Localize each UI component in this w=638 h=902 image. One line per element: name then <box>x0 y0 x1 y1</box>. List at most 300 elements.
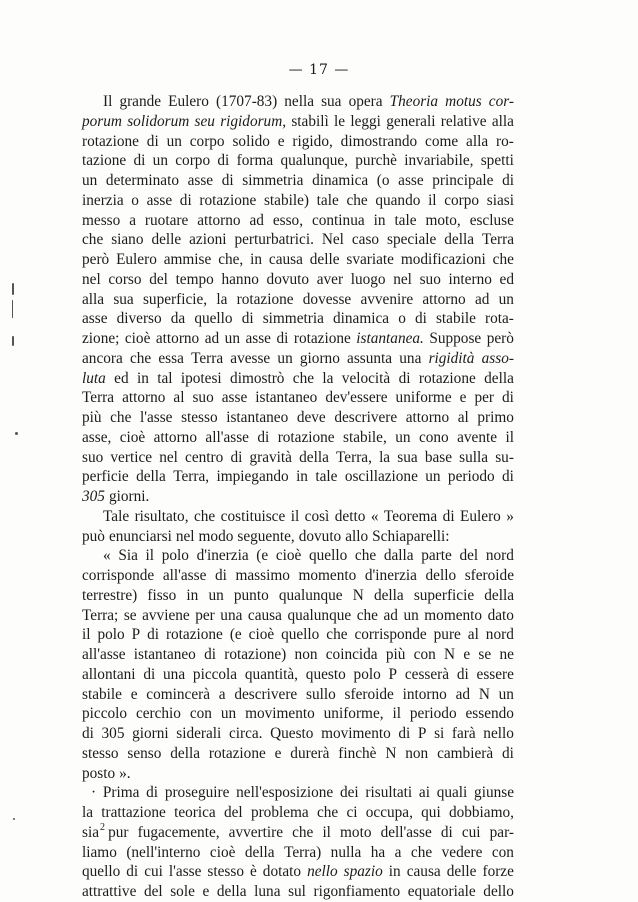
word: rotazione <box>277 428 335 446</box>
word: un <box>220 705 237 723</box>
word: punto <box>233 586 269 604</box>
word: qualunque <box>278 586 343 604</box>
text-line <box>82 527 514 547</box>
word: della <box>136 468 166 486</box>
word: e <box>202 883 210 900</box>
text-line <box>82 349 514 369</box>
word: ruotare <box>144 211 189 229</box>
word: ai <box>418 784 430 802</box>
word: Eulero <box>116 251 157 268</box>
word: rigidità <box>428 349 475 367</box>
word: cerchio <box>135 705 181 723</box>
word: il <box>392 705 401 723</box>
text-line <box>82 783 514 803</box>
word: modo <box>198 527 234 545</box>
word: trattazione <box>101 804 166 821</box>
word: coincida <box>325 646 378 663</box>
word: · <box>91 784 97 802</box>
word: sferoide <box>464 567 514 584</box>
word: equatoriale <box>407 883 476 900</box>
word: tazione <box>82 152 127 170</box>
word: oscillazione <box>344 468 418 486</box>
text-line <box>82 487 514 507</box>
text-line <box>82 151 514 171</box>
word: questo <box>305 665 346 683</box>
word: di <box>398 725 411 742</box>
word: di <box>126 863 139 881</box>
text-line <box>82 290 514 310</box>
word: allontani <box>82 665 136 683</box>
text-line <box>82 843 514 863</box>
word: seguente, <box>237 527 295 545</box>
word: asse <box>245 330 271 347</box>
word: qualunque <box>287 606 352 624</box>
word: stabile <box>435 310 476 328</box>
word: ad <box>204 330 220 347</box>
word: solidorum <box>127 112 190 130</box>
word: relative <box>440 112 487 130</box>
word: quello <box>82 863 121 881</box>
word: impiegando <box>216 468 289 486</box>
word: una <box>220 606 243 624</box>
word: occupa, <box>365 804 413 821</box>
text-line <box>82 408 514 428</box>
word: nello <box>483 725 514 742</box>
word: quello <box>309 547 348 565</box>
word: centro <box>185 448 224 466</box>
word: comincerà <box>146 685 210 703</box>
word: risultati <box>365 784 413 802</box>
word: porum <box>82 112 122 130</box>
word: sia <box>82 823 99 841</box>
word: moto <box>340 823 372 841</box>
word: vertice <box>110 448 153 466</box>
word: Questo <box>270 725 314 742</box>
text-line <box>82 764 514 784</box>
word: stabilì <box>291 112 329 130</box>
page-number: — 17 — <box>288 62 350 78</box>
word: cui <box>144 863 163 881</box>
text-line <box>82 665 514 685</box>
scan-speck <box>12 283 14 295</box>
word: rotazione) <box>224 646 287 663</box>
word: cui <box>461 823 481 841</box>
text-line <box>82 625 514 645</box>
word: stesso <box>82 744 119 762</box>
word: una <box>399 349 422 367</box>
word: dobbiamo, <box>448 804 514 821</box>
word: determinato <box>105 172 179 189</box>
word: di <box>133 152 146 170</box>
word: del <box>459 547 479 565</box>
word: aver <box>316 270 344 288</box>
word: purchè <box>355 152 397 170</box>
word: sole <box>170 883 195 900</box>
word: al <box>457 409 469 426</box>
word: che <box>316 804 339 821</box>
word: cioè <box>119 428 146 446</box>
word: Terra) <box>284 843 322 861</box>
word: simmetria <box>242 172 304 189</box>
word: avvenire <box>360 290 414 308</box>
word: cor- <box>488 93 514 110</box>
word: ad <box>249 211 264 229</box>
word: della <box>444 231 474 249</box>
word: nel <box>82 270 101 288</box>
word: che <box>492 251 514 268</box>
word: in <box>186 586 199 604</box>
word: su- <box>495 448 514 466</box>
word: a <box>218 685 226 703</box>
word: se <box>478 646 492 663</box>
word: base <box>424 448 453 466</box>
word: la <box>322 369 334 387</box>
word: e <box>130 685 138 703</box>
word: liamo <box>82 843 117 861</box>
word: sulla <box>459 448 489 466</box>
word: dei <box>339 784 359 802</box>
word: rotazione <box>199 191 257 209</box>
word: può <box>82 527 105 545</box>
word: avesse <box>230 349 271 367</box>
word: deve <box>296 409 326 426</box>
word: Nel <box>321 231 344 249</box>
word: al <box>173 389 185 407</box>
word: essendo <box>465 705 514 723</box>
word: Eulero <box>168 93 209 110</box>
word: stesso <box>207 863 244 881</box>
word: e <box>274 744 282 762</box>
word: grande <box>119 93 162 110</box>
word: primo <box>477 409 514 426</box>
word: cioè <box>248 626 275 644</box>
word: quali <box>436 784 468 802</box>
word: (nell'interno <box>126 843 201 861</box>
word: causa <box>268 251 303 268</box>
word: asse <box>221 389 248 407</box>
word: farà <box>451 725 476 742</box>
word: dovesse <box>302 290 352 308</box>
word: all'asse <box>162 567 207 584</box>
word: rotazione <box>165 626 223 644</box>
word: svariate <box>346 251 394 268</box>
word: nord <box>485 547 514 565</box>
word: diverso <box>116 310 162 328</box>
word: dello <box>483 883 514 900</box>
word: che <box>356 606 378 624</box>
word: di <box>276 330 289 347</box>
word: pur <box>108 823 129 841</box>
word: momento <box>298 567 357 584</box>
word: di <box>230 448 243 466</box>
word: solido <box>232 132 270 150</box>
word: causa <box>406 863 441 881</box>
word: polo <box>353 665 381 683</box>
word: di <box>146 132 159 150</box>
word: caso <box>351 231 380 249</box>
word: che <box>292 823 314 841</box>
word: ha <box>370 843 386 861</box>
word: massimo <box>235 567 290 584</box>
word: di <box>147 626 159 644</box>
text-line <box>82 467 514 487</box>
text-line <box>82 211 514 231</box>
word: un <box>498 685 514 703</box>
word: al <box>467 626 479 644</box>
word: (e <box>229 626 242 644</box>
word: ed <box>499 270 514 288</box>
word: che <box>129 349 152 367</box>
word: » <box>506 507 514 525</box>
text-line <box>82 803 514 823</box>
word: asse, <box>82 428 112 446</box>
word: detto <box>334 507 366 525</box>
word: ne <box>499 646 514 663</box>
word: per <box>474 389 494 407</box>
word: di <box>440 823 453 841</box>
text-line <box>82 566 514 586</box>
text-line <box>82 685 514 705</box>
word: dovuto <box>298 527 342 545</box>
word: principale <box>432 172 494 189</box>
word: corrisponde <box>354 626 427 644</box>
word: ammise <box>163 251 212 268</box>
text-line <box>82 388 514 408</box>
word: attorno <box>155 330 200 347</box>
word: quello <box>281 626 320 644</box>
text-line <box>82 546 514 566</box>
word: posto <box>82 764 116 782</box>
word: con <box>413 646 436 663</box>
word: sferoide <box>344 685 394 703</box>
text-line <box>82 448 514 468</box>
word: alla <box>82 290 105 308</box>
word: il <box>428 191 437 209</box>
word: P <box>131 626 141 644</box>
word: in <box>373 211 386 229</box>
word: cono <box>418 428 449 446</box>
word: le <box>334 112 346 130</box>
word: zione; <box>82 330 120 347</box>
word: asse <box>187 172 214 189</box>
word: (e <box>256 547 269 565</box>
word: di <box>502 172 514 189</box>
word: N <box>385 744 397 762</box>
word: ro- <box>496 132 514 150</box>
word: di <box>456 665 469 683</box>
word: così <box>304 507 330 525</box>
word: della <box>484 586 514 604</box>
word: nel <box>175 527 195 545</box>
word: sua <box>113 290 134 308</box>
word: corrisponde <box>82 567 155 584</box>
word: attorno <box>153 428 197 446</box>
word: di <box>502 468 514 486</box>
word: messo <box>82 211 121 229</box>
word: il <box>290 507 300 525</box>
word: Teorema <box>383 507 438 525</box>
word: un <box>166 132 182 150</box>
word: luogo <box>350 270 386 288</box>
word: Prima <box>102 784 140 802</box>
word: dotato <box>262 863 302 881</box>
word: giorno <box>299 349 340 367</box>
word: Tale <box>103 507 130 525</box>
word: o <box>398 310 406 328</box>
word: perturbatrici. <box>234 231 314 249</box>
word: la <box>82 804 94 821</box>
word: di <box>442 507 455 525</box>
word: tale <box>316 191 339 209</box>
word: attorno <box>197 211 241 229</box>
word: Theoria <box>389 93 439 110</box>
word: di <box>146 784 159 802</box>
word: siano <box>111 231 144 249</box>
signature-mark: 2 <box>100 822 105 833</box>
word: il <box>82 626 91 644</box>
word: forze <box>482 863 514 881</box>
word: che <box>326 626 348 644</box>
word: dello <box>425 567 457 584</box>
word: modificazioni <box>400 251 486 268</box>
word: suo <box>192 389 214 407</box>
word: circa. <box>228 725 263 742</box>
word: quello <box>194 310 233 328</box>
text-line <box>82 862 514 882</box>
word: forma <box>236 152 274 170</box>
word: un <box>498 290 514 308</box>
word: qualunque, <box>280 152 348 170</box>
word: dell'asse <box>380 823 432 841</box>
word: piccolo <box>82 705 128 723</box>
word: rota- <box>485 310 514 328</box>
word: inerzia <box>82 191 124 209</box>
word: periodo <box>409 705 457 723</box>
word: spazio <box>343 863 383 881</box>
word: Schiaparelli: <box>372 527 450 545</box>
word: non <box>405 744 429 762</box>
word: interno <box>448 270 492 288</box>
word: qui <box>421 804 441 821</box>
word: perficie <box>82 468 129 486</box>
word: di <box>414 310 427 328</box>
word: la <box>379 448 391 466</box>
word: in <box>250 251 263 268</box>
word: assunta <box>347 349 393 367</box>
word: e <box>459 389 467 407</box>
word: nello <box>307 863 338 881</box>
word: in <box>388 863 401 881</box>
word: e <box>277 132 285 150</box>
word: asso- <box>481 349 514 367</box>
word: di <box>143 665 156 683</box>
word: nell'esposizione <box>236 784 334 802</box>
word: è <box>249 863 257 881</box>
word: Terra, <box>336 448 372 466</box>
word: fugacemente, <box>137 823 220 841</box>
word: in <box>296 468 308 486</box>
word: un <box>403 606 419 624</box>
text-line <box>82 250 514 270</box>
word: motus <box>445 93 482 110</box>
word: esso, <box>272 211 304 229</box>
word: della <box>373 586 404 604</box>
word: che <box>354 547 377 565</box>
word: rigidorum, <box>220 112 287 130</box>
text-line <box>82 586 514 606</box>
word: a <box>129 211 136 229</box>
word: risultato, <box>134 507 189 525</box>
scan-speck <box>13 818 15 820</box>
word: che <box>193 507 216 525</box>
word: dimostrando <box>340 132 418 150</box>
word: dinamica <box>312 172 369 189</box>
scan-speck <box>12 300 13 318</box>
text-line <box>82 704 514 724</box>
word: cioè <box>275 547 302 565</box>
word: (1707-83) <box>216 93 278 110</box>
word: uniforme <box>395 389 452 407</box>
word: attrattive <box>82 883 137 900</box>
word: della <box>484 369 514 387</box>
word: nord <box>485 626 514 644</box>
word: piccola <box>192 665 238 683</box>
word: luta <box>82 369 106 387</box>
word: il <box>322 823 331 841</box>
text-line <box>82 309 514 329</box>
word: rotazione <box>293 330 351 347</box>
word: un <box>82 172 98 189</box>
word: sul <box>288 883 306 900</box>
word: del <box>143 883 163 900</box>
word: un <box>395 428 411 446</box>
word: istantaneo <box>133 646 196 663</box>
word: avviene <box>142 606 190 624</box>
word: periodo <box>447 468 495 486</box>
word: azioni <box>189 231 227 249</box>
word: se <box>123 606 137 624</box>
word: hanno <box>221 270 259 288</box>
word: stabile, <box>343 428 387 446</box>
word: ad <box>474 290 490 308</box>
word: asse <box>398 172 424 189</box>
word: della <box>216 883 247 900</box>
word: siasi <box>486 191 514 209</box>
text-line <box>82 744 514 764</box>
word: attorno <box>422 290 466 308</box>
word: e <box>463 646 471 663</box>
word: Eulero <box>460 507 501 525</box>
word: di <box>204 646 216 663</box>
word: allo <box>345 527 369 545</box>
word: Terra; <box>82 606 119 624</box>
word: nel <box>393 270 412 288</box>
word: o <box>131 191 139 209</box>
word: costituisce <box>220 507 286 525</box>
word: corpo <box>189 132 225 150</box>
word: nulla <box>330 843 362 861</box>
word: delle <box>151 231 182 249</box>
word: invariabile, <box>404 152 474 170</box>
word: dalla <box>383 547 414 565</box>
word: attorno <box>122 389 166 407</box>
word: giorni. <box>108 488 150 505</box>
word: tale <box>315 468 338 486</box>
word: cambierà <box>437 744 494 762</box>
word: non <box>294 646 318 663</box>
text-line <box>82 882 514 902</box>
word: di <box>217 152 230 170</box>
